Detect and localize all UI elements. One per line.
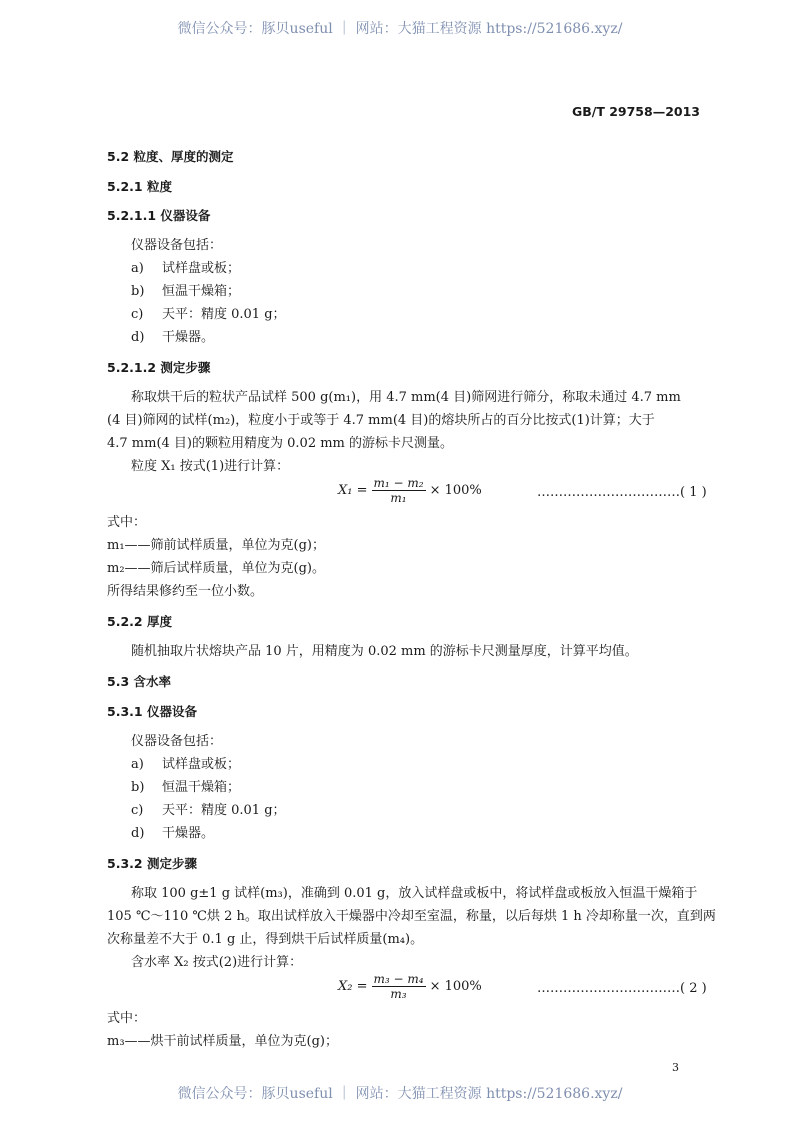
variable-def: m₁——筛前试样质量，单位为克(g)； — [107, 538, 326, 553]
item-key: d) — [131, 330, 145, 345]
item-key: d) — [131, 826, 145, 841]
list-item — [131, 757, 241, 773]
item-key: a) — [131, 757, 144, 772]
list-item — [131, 284, 241, 300]
list-item — [131, 330, 215, 346]
list-item — [131, 803, 286, 819]
formula-number: ……………………………( 2 ) — [537, 981, 707, 996]
list-item — [131, 307, 286, 323]
item-key: c) — [131, 803, 144, 818]
multiplier: × 100% — [429, 979, 482, 994]
standard-number: GB/T 29758—2013 — [571, 104, 700, 119]
item-key: b) — [131, 780, 145, 795]
item-text: 试样盘或板； — [162, 261, 241, 276]
item-text: 干燥器。 — [162, 826, 215, 841]
page-number: 3 — [672, 1061, 679, 1074]
variable-def: m₂——筛后试样质量，单位为克(g)。 — [107, 561, 326, 576]
numerator: m₃ − m₄ — [373, 972, 424, 986]
list-item — [131, 826, 215, 842]
paragraph-line: 随机抽取片状熔块产品 10 片，用精度为 0.02 mm 的游标卡尺测量厚度，计算平均值。 — [131, 644, 638, 659]
where-label: 式中： — [107, 1011, 147, 1026]
paragraph-line: 次称量差不大于 0.1 g 止，得到烘干后试样质量(m₄)。 — [107, 932, 424, 947]
heading-5-2-1: 5.2.1 粒度 — [107, 179, 172, 194]
formula-lhs: X₂ = — [338, 979, 368, 994]
equip-intro: 仪器设备包括： — [131, 238, 223, 253]
paragraph-line: (4 目)筛网的试样(m₂)，粒度小于或等于 4.7 mm(4 目)的熔块所占的百分比按式(1)计算；大于 — [107, 413, 655, 428]
watermark-top: 微信公众号：豚贝useful ｜ 网站：大猫工程资源 https://521686.xyz/ — [177, 21, 623, 37]
numerator: m₁ − m₂ — [373, 476, 424, 490]
item-text: 干燥器。 — [162, 330, 215, 345]
item-key: a) — [131, 261, 144, 276]
item-key: c) — [131, 307, 144, 322]
paragraph-line: 4.7 mm(4 目)的颗粒用精度为 0.02 mm 的游标卡尺测量。 — [107, 436, 454, 451]
formula-lhs: X₁ = — [338, 483, 368, 498]
denominator: m₃ — [390, 987, 407, 1001]
formula-1 — [338, 476, 482, 505]
formula-2 — [338, 972, 482, 1001]
item-text: 恒温干燥箱； — [162, 780, 241, 795]
heading-5-3-1: 5.3.1 仪器设备 — [107, 704, 197, 719]
formula-number: ……………………………( 1 ) — [537, 485, 707, 500]
where-label: 式中： — [107, 515, 147, 530]
heading-5-3: 5.3 含水率 — [107, 674, 171, 689]
list-item — [131, 261, 241, 277]
paragraph-line: 称取烘干后的粒状产品试样 500 g(m₁)，用 4.7 mm(4 目)筛网进行筛分，称取未通过 4.7 mm — [131, 390, 681, 405]
paragraph-line: 称取 100 g±1 g 试样(m₃)，准确到 0.01 g，放入试样盘或板中，将试样盘或板放入恒温干燥箱于 — [131, 886, 698, 901]
heading-5-2: 5.2 粒度、厚度的测定 — [107, 149, 234, 164]
heading-5-2-1-2: 5.2.1.2 测定步骤 — [107, 360, 211, 375]
paragraph-line: 105 ℃～110 ℃烘 2 h。取出试样放入干燥器中冷却至室温，称量，以后每烘 1 h 冷却称量一次，直到两 — [107, 909, 716, 924]
equip-intro: 仪器设备包括： — [131, 734, 223, 749]
calc-intro: 粒度 X₁ 按式(1)进行计算： — [131, 459, 290, 474]
item-key: b) — [131, 284, 145, 299]
item-text: 试样盘或板； — [162, 757, 241, 772]
denominator: m₁ — [390, 491, 407, 505]
item-text: 恒温干燥箱； — [162, 284, 241, 299]
heading-5-2-1-1: 5.2.1.1 仪器设备 — [107, 208, 211, 223]
heading-5-2-2: 5.2.2 厚度 — [107, 614, 172, 629]
variable-def: m₃——烘干前试样质量，单位为克(g)； — [107, 1034, 339, 1049]
item-text: 天平：精度 0.01 g； — [162, 307, 286, 322]
item-text: 天平：精度 0.01 g； — [162, 803, 286, 818]
rounding-note: 所得结果修约至一位小数。 — [107, 584, 264, 599]
multiplier: × 100% — [429, 483, 482, 498]
calc-intro: 含水率 X₂ 按式(2)进行计算： — [131, 955, 303, 970]
list-item — [131, 780, 241, 796]
heading-5-3-2: 5.3.2 测定步骤 — [107, 856, 197, 871]
watermark-bottom: 微信公众号：豚贝useful ｜ 网站：大猫工程资源 https://521686.xyz/ — [177, 1086, 623, 1102]
